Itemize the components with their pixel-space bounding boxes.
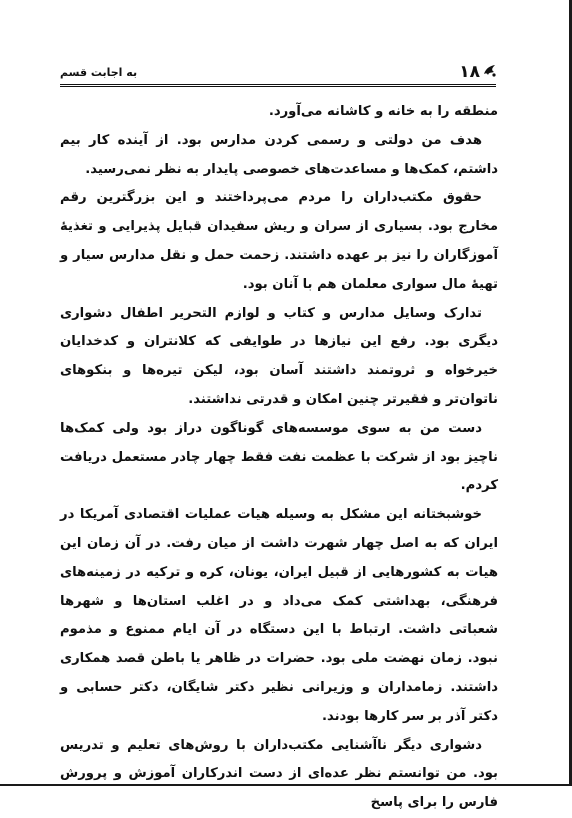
paragraph: منطقه را به خانه و کاشانه می‌آورد. bbox=[268, 104, 498, 119]
chapter-title: به اجابت قسم bbox=[60, 66, 138, 79]
body-text bbox=[60, 98, 498, 818]
paragraph: دشواری دیگر ناآشنایی مکتب‌داران با روش‌های تعلیم و تدریس بود. من توانستم نظر عده‌ای از دست اندرکاران آموزش و پرورش فارس را برای پاسخ bbox=[60, 737, 498, 811]
header-rule bbox=[60, 84, 496, 85]
running-header bbox=[60, 60, 498, 86]
paragraph: تدارک وسایل مدارس و کتاب و لوازم التحریر اطفال دشواری دیگری بود. رفع این نیازها در طوایفی که کلانتران و کدخدایان خیرخواه و ثروتمند داشتند آسان بود، لیکن تیره‌ها و بنکوهای ناتوان‌تر و فقیرتر چنین امکان و قدرتی نداشتند. bbox=[60, 305, 498, 407]
header-rule-secondary bbox=[60, 86, 496, 87]
paragraph: خوشبختانه این مشکل به وسیله هیات عملیات اقتصادی آمریکا در ایران که به اصل چهار شهرت داشت از میان رفت. در آن زمان این هیات به کشورهایی از قبیل ایران، یونان، کره و ترکیه در زمینه‌های فرهنگی، بهداشتی کمک می‌داد و در اغلب استان‌ها و شهرها شعباتی داشت. ارتباط با این دستگاه در آن ایام ممنوع و مذموم نبود. زمان نهضت ملی بود. حضرات در ظاهر یا باطن قصد همکاری داشتند. زمامداران و وزیرانی نظیر دکتر شایگان، دکتر حسابی و دکتر آذر بر سر کارها بودند. bbox=[60, 507, 498, 724]
paragraph: حقوق مکتب‌داران را مردم می‌پرداختند و این بزرگترین رقم مخارج بود. بسیاری از سران و ریش سفیدان قبایل پذیرایی و تغذیهٔ آموزگاران را نیز بر عهده داشتند. زحمت حمل و نقل مدارس سیار و تهیهٔ مال سواری معلمان هم با آنان بود. bbox=[60, 190, 498, 292]
paragraph: هدف من دولتی و رسمی کردن مدارس بود. از آینده کار بیم داشتم، کمک‌ها و مساعدت‌های خصوصی پایدار به نظر نمی‌رسید. bbox=[60, 132, 498, 177]
paragraph: دست من به سوی موسسه‌های گوناگون دراز بود ولی کمک‌ها ناچیز بود از شرکت با عظمت نفت فقط چهار چادر مستعمل دریافت کردم. bbox=[60, 420, 498, 494]
page-number: ۱۸ bbox=[459, 62, 480, 82]
decorative-flourish-icon bbox=[482, 62, 498, 78]
